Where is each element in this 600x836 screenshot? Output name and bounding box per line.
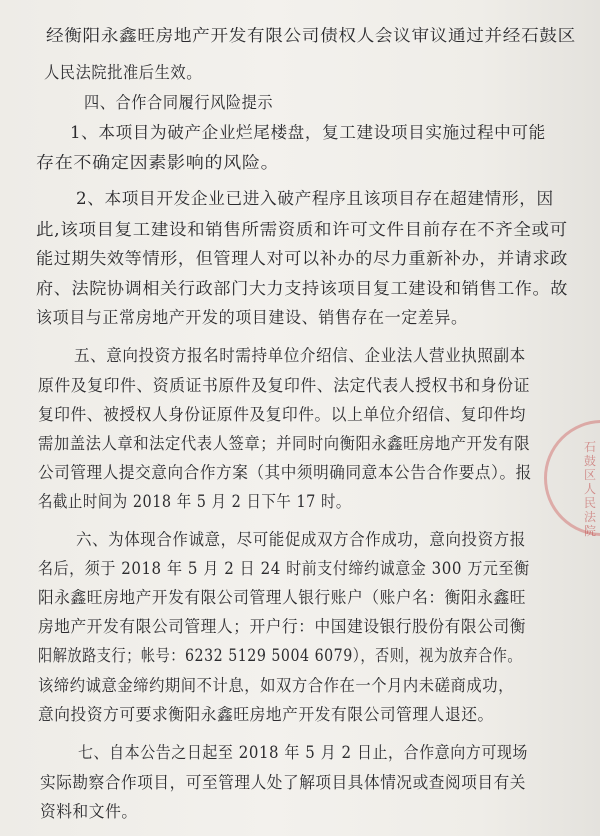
text-line: 名后，须于 2018 年 5 月 2 日 24 时前支付缔约诚意金 300 万元至衡 <box>38 559 530 578</box>
text-line: 公司管理人提交意向合作方案（其中须明确同意本公告合作要点）。报 <box>38 463 532 482</box>
text-line: 名截止时间为 2018 年 5 月 2 日下午 17 时。 <box>38 492 351 511</box>
text-line: 阳永鑫旺房地产开发有限公司管理人银行账户（账户名：衡阳永鑫旺 <box>38 588 526 607</box>
text-line: 需加盖法人章和法定代表人签章；并同时向衡阳永鑫旺房地产开发有限 <box>38 434 531 453</box>
text-line: 六、为体现合作诚意，尽可能促成双方合作成功，意向投资方报 <box>76 530 526 549</box>
text-line: 府、法院协调相关行政部门大力支持该项目复工建设和销售工作。故 <box>36 279 568 298</box>
text-line: 七、自本公告之日起至 2018 年 5 月 2 日止，合作意向方可现场 <box>78 743 528 762</box>
text-line: 此,该项目复工建设和销售所需资质和许可文件目前存在不齐全或可 <box>36 220 568 239</box>
text-line: 原件及复印件、资质证书原件及复印件、法定代表人授权书和身份证 <box>38 376 530 395</box>
text-line: 1、本项目为破产企业烂尾楼盘，复工建设项目实施过程中可能 <box>70 123 546 142</box>
text-line: 意向投资方可要求衡阳永鑫旺房地产开发有限公司管理人退还。 <box>38 705 494 724</box>
text-line: 资料和文件。 <box>40 802 138 821</box>
text-line: 2、本项目开发企业已进入破产程序且该项目存在超建情形，因 <box>76 189 554 208</box>
text-line: 存在不确定因素影响的风险。 <box>36 153 280 172</box>
text-line: 该项目与正常房地产开发的项目建设、销售存在一定差异。 <box>36 308 468 327</box>
section-heading: 四、合作合同履行风险提示 <box>84 93 274 112</box>
text-line: 复印件、被授权人身份证原件及复印件。以上单位介绍信、复印件均 <box>38 405 526 424</box>
text-line: 能过期失效等情形，但管理人对可以补办的尽力重新补办，并请求政 <box>36 249 568 268</box>
text-line: 经衡阳永鑫旺房地产开发有限公司债权人会议审议通过并经石鼓区 <box>46 26 576 45</box>
text-line: 该缔约诚意金缔约期间不计息，如双方合作在一个月内未磋商成功， <box>38 676 514 695</box>
text-line: 实际勘察合作项目，可至管理人处了解项目具体情况或查阅项目有关 <box>40 773 526 792</box>
text-line: 五、意向投资方报名时需持单位介绍信、企业法人营业执照副本 <box>74 346 526 365</box>
text-line: 人民法院批准后生效。 <box>44 63 202 82</box>
seal-text: 石鼓区人民法院 <box>584 440 597 538</box>
text-line: 阳解放路支行；帐号：6232 5129 5004 6079），否则，视为放弃合作。 <box>38 646 523 665</box>
text-line: 房地产开发有限公司管理人；开户行：中国建设银行股份有限公司衡 <box>38 617 526 636</box>
